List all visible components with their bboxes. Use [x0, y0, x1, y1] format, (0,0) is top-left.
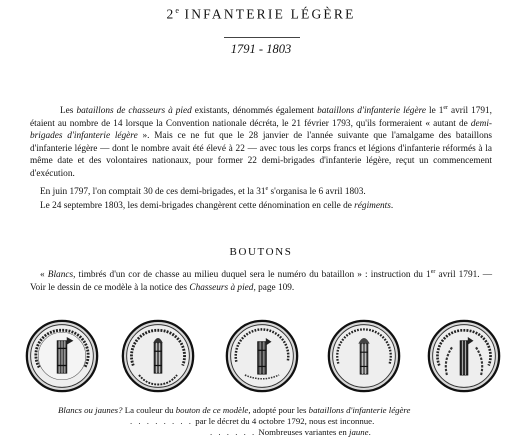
button-1-image: [24, 318, 100, 394]
text-run: existants, dénommés également: [191, 106, 318, 117]
title-number: 2: [166, 6, 176, 22]
italic-run: bataillons d'infanterie légère: [317, 106, 426, 117]
text-run: «: [40, 270, 48, 281]
italic-run: Blancs ou jaunes?: [58, 405, 123, 415]
text-run: par le décret du 4 octobre 1792, nous est inconnue.: [195, 416, 375, 426]
period-dates: 1791 - 1803: [230, 42, 292, 56]
dot-leader: . . . . . .: [210, 427, 257, 437]
superscript: er: [443, 105, 449, 111]
text-run: .: [368, 427, 371, 437]
text-run: En juin 1797, l'on comptait 30 de ces demi-brigades, et la 31: [40, 187, 266, 198]
page-title: [0, 6, 522, 23]
text-run: s'organisa le 6 avril 1803.: [268, 187, 366, 198]
text-run: .: [390, 201, 394, 211]
caption-line-3: [210, 427, 480, 438]
text-run: , page 109.: [253, 282, 295, 293]
italic-run: jaune: [349, 427, 369, 437]
italic-run: bouton de ce modèle: [175, 405, 249, 415]
superscript: er: [430, 269, 436, 275]
paragraph-history: [30, 102, 492, 181]
text-run: , timbrés d'un cor de chasse au milieu duquel sera le numéro du bataillon » : instruction du 1: [73, 270, 431, 281]
italic-run: Blancs: [47, 270, 74, 281]
title-rule: [224, 37, 300, 38]
text-run: avril 1791, étaient au nombre de 14 lorsque la Convention nationale décréta, le 21 février 1793, qu'ils formeraient « autant de: [30, 106, 492, 129]
caption-line-2: [130, 416, 460, 427]
text-run: Les: [60, 106, 77, 117]
text-run: avril 1791. — Voir le dessin de ce modèle à la notice des: [30, 270, 492, 293]
paragraph-1797: [30, 183, 492, 199]
italic-run: régiments: [354, 201, 391, 211]
italic-run: bataillons de chasseurs à pied: [76, 106, 192, 117]
superscript: e: [265, 186, 269, 192]
button-3-image: [224, 318, 300, 394]
paragraph-buttons: [30, 266, 492, 294]
button-2-image: [120, 318, 196, 394]
title-text: INFANTERIE LÉGÈRE: [184, 6, 356, 22]
text-run: ». Mais ce ne fut que le 28 janvier de l'année suivante que l'amalgame des bataillons d'infanterie légère — dont le nombre avait été élevé à 22 — avec tous les corps francs et légions d'infanterie réformés à la même date et des volontaires nationaux, pour former 22 demi-brigades d'infanterie légère, reçut un commencement d'exécution.: [30, 131, 493, 180]
title-ordinal: e: [175, 6, 179, 15]
dot-leader: . . . . . . . .: [130, 416, 193, 426]
italic-run: Chasseurs à pied: [189, 282, 254, 293]
section-title: BOUTONS: [229, 246, 293, 258]
italic-run: demi-brigades d'infanterie légère: [30, 118, 492, 142]
text-run: Le 24 septembre 1803, les demi-brigades changèrent cette dénomination en celle de: [40, 201, 355, 211]
text-run: , adopté pour les: [248, 405, 309, 415]
text-run: La couleur du: [122, 405, 176, 415]
text-run: Nombreuses variantes en: [258, 427, 350, 437]
text-run: le 1: [425, 106, 444, 117]
paragraph-1803: [30, 200, 492, 213]
caption-line-1: [58, 405, 478, 416]
button-illustrations: [22, 318, 508, 398]
italic-run: bataillons d'infanterie légère: [308, 405, 411, 415]
button-5-image: [426, 318, 502, 394]
button-4-image: [326, 318, 402, 394]
